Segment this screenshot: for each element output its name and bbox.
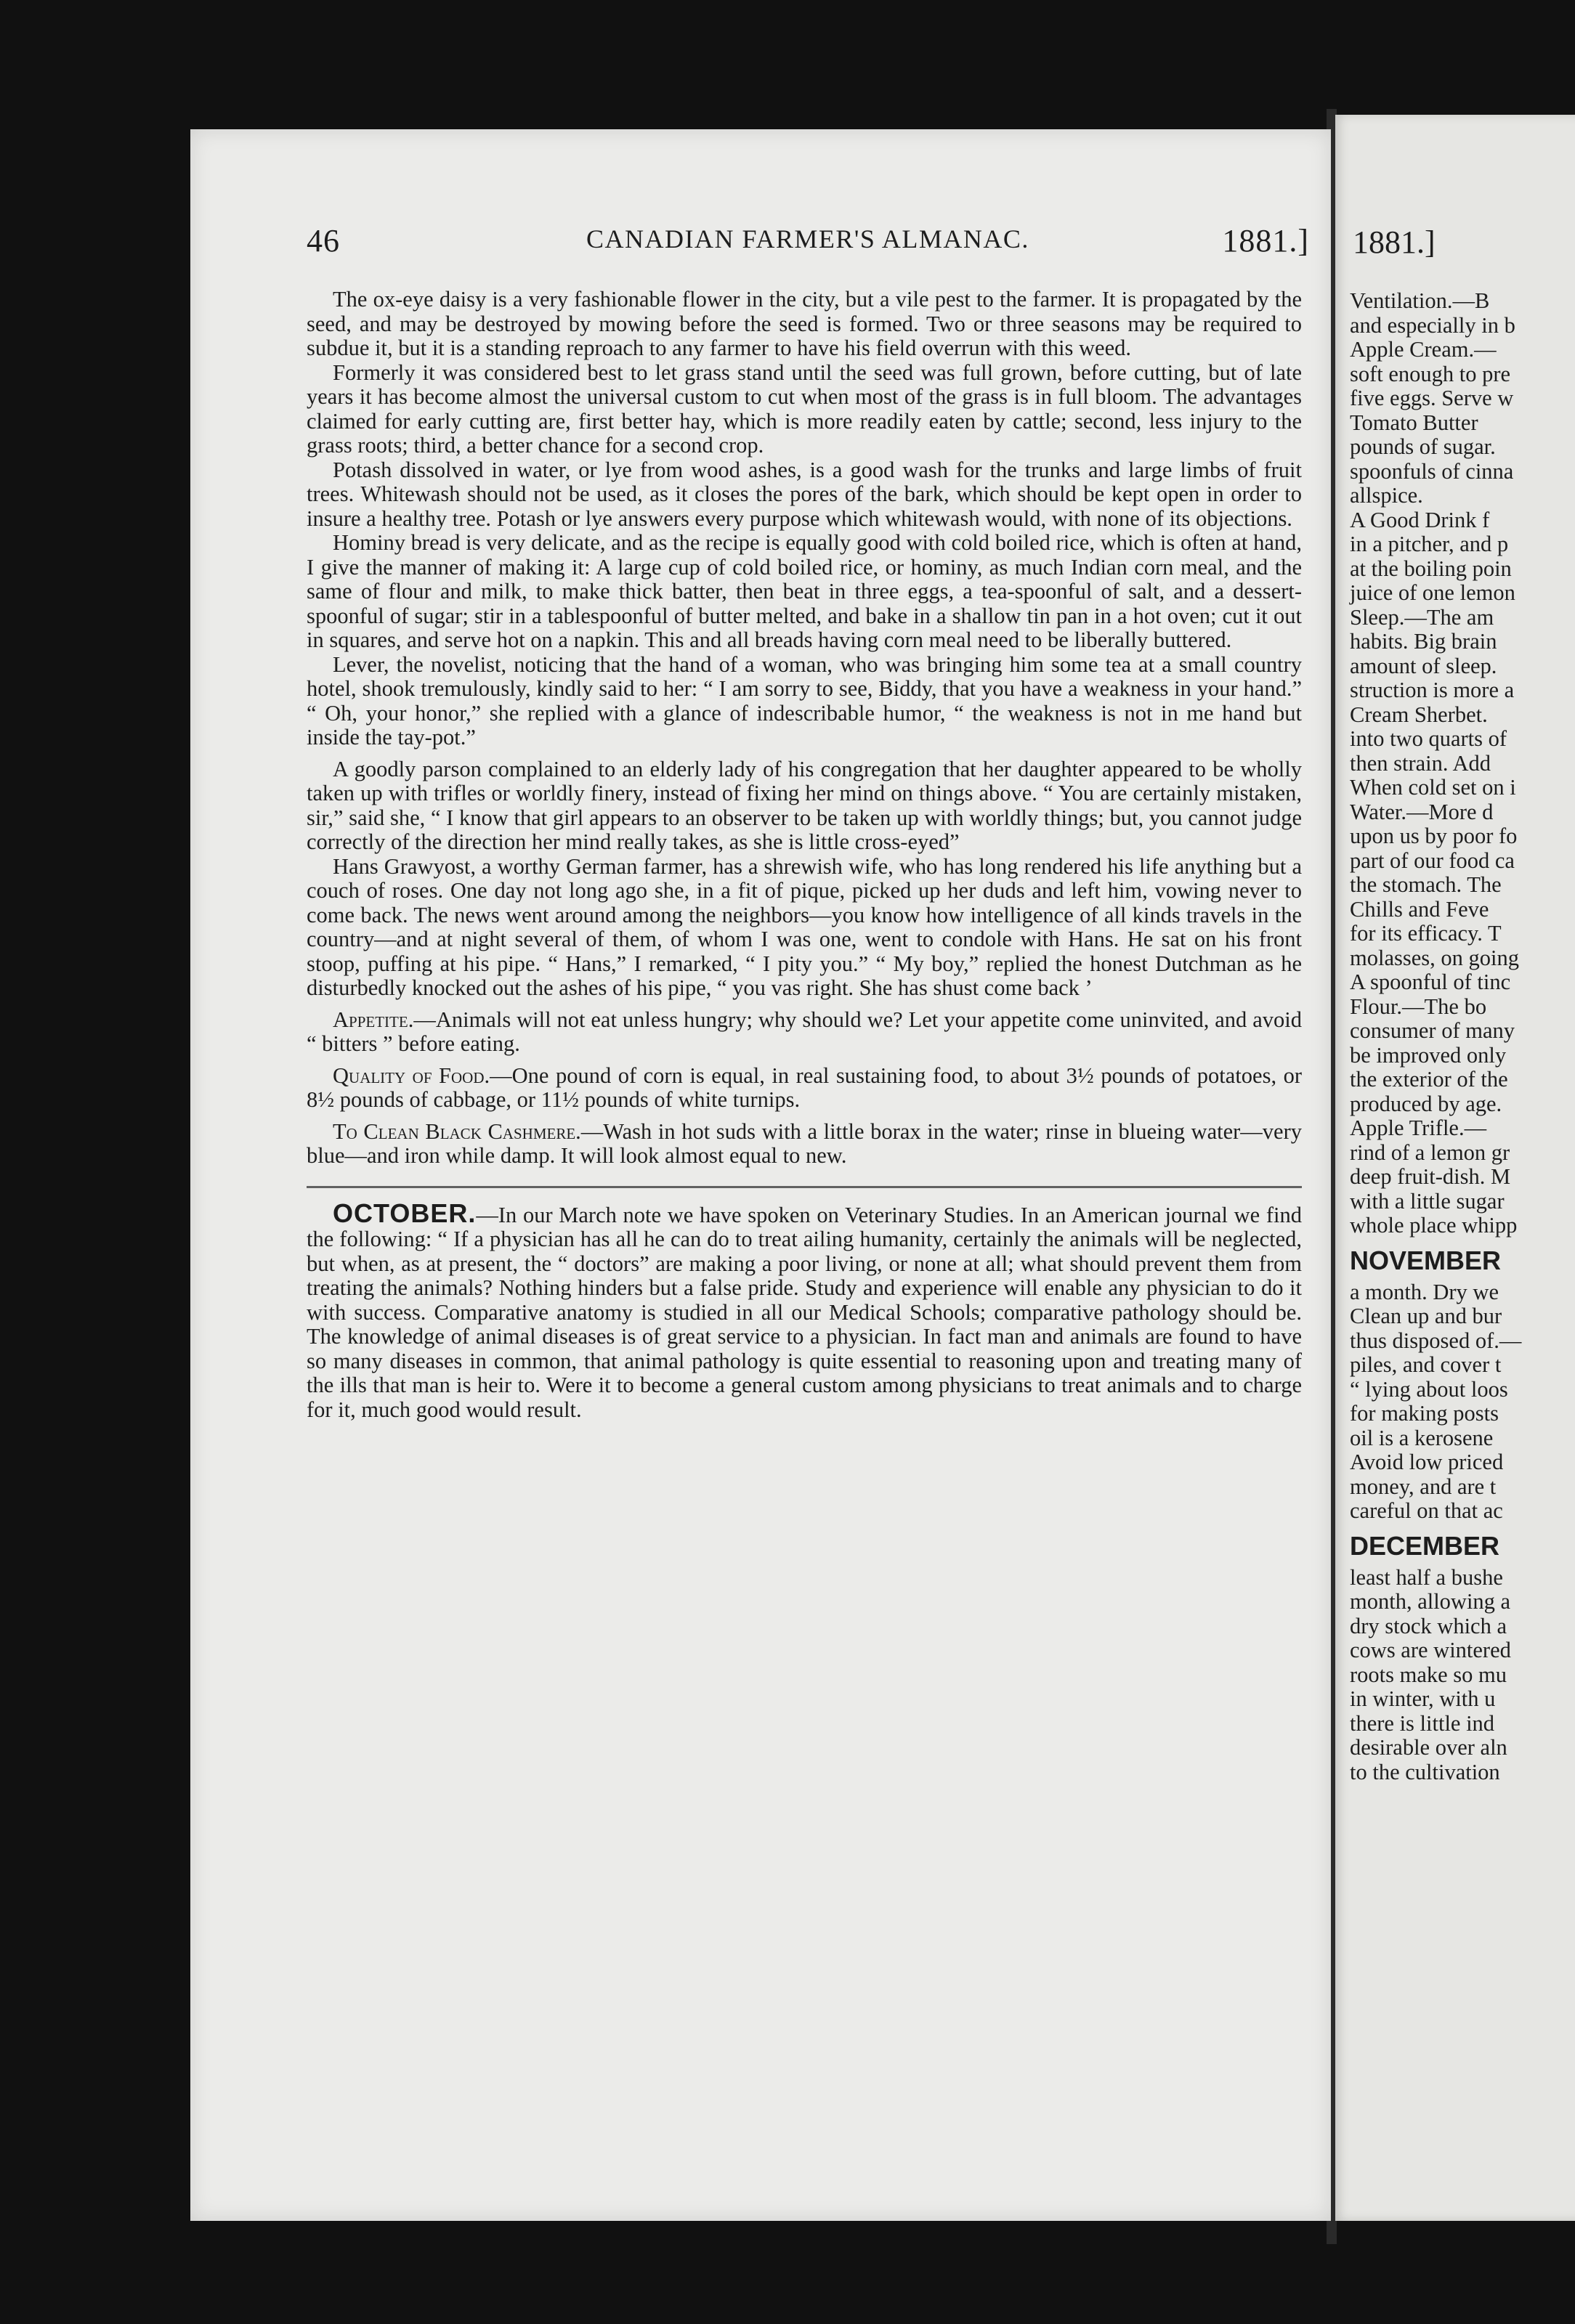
november-line: Avoid low priced xyxy=(1350,1450,1504,1474)
right-column-line: juice of one lemon xyxy=(1350,580,1515,605)
header-year: 1881.] xyxy=(1222,223,1309,259)
right-column-line: struction is more a xyxy=(1350,678,1515,702)
right-column-line: spoonfuls of cinna xyxy=(1350,458,1514,484)
november-line: for making posts xyxy=(1350,1401,1499,1426)
right-column-line: in a pitcher, and p xyxy=(1350,532,1509,556)
right-column-line: habits. Big brain xyxy=(1350,629,1497,654)
november-line: careful on that ac xyxy=(1350,1498,1503,1523)
paragraph-goodly-parson: A goodly parson complained to an elderly lady of his congregation that her daughter appeared to be wholly taken up with trifles or worldly finery, instead of fixing her mind on things above. “ You are certainly mistaken, sir,” said she, “ I know that girl appears to an observer to be taken up with worldly things; but, you cannot judge correctly of the direction her mind really takes, as she is little cross-eyed” xyxy=(307,756,1302,854)
right-page-text xyxy=(1350,289,1575,1784)
body-text xyxy=(307,288,1302,1422)
right-column-line: for its efficacy. T xyxy=(1350,921,1502,946)
right-column-line: upon us by poor fo xyxy=(1350,824,1518,848)
right-column-line: Apple Cream.— xyxy=(1350,337,1497,362)
paragraph-lever-novelist: Lever, the novelist, noticing that the hand of a woman, who was bringing him some tea at a small country hotel, shook tremulously, kindly said to her: “ I am sorry to see, Biddy, that you have a weakness in your hand.” “ Oh, your honor,” she replied with a glance of indescribable humor, “ the weakness is not in me hand but inside the tay-pot.” xyxy=(307,651,1302,749)
right-column-line: Cream Sherbet. xyxy=(1350,702,1488,727)
november-heading: NOVEMBER xyxy=(1350,1245,1502,1275)
right-column-line: allspice. xyxy=(1350,483,1423,508)
december-line: roots make so mu xyxy=(1350,1662,1507,1687)
right-column-line: deep fruit-dish. M xyxy=(1350,1164,1511,1189)
paragraph-appetite xyxy=(307,1008,1302,1057)
paragraph-grass-cutting: Formerly it was considered best to let grass stand until the seed was full grown, before cutting, but of late years it has become almost the universal custom to cut when most of the grass is in full bloom. The advantages claimed for early cutting are, first better hay, which is more readily eaten by cattle; second, less injury to the grass roots; third, a better chance for a second crop. xyxy=(307,359,1302,458)
october-text: —In our March note we have spoken on Veterinary Studies. In an American journal we find the following: “ If a physician has all he can do to treat ailing humanity, certainly the animals will be neglected, but when, as at present, the “ doctors” are making a poor living, or none at all; what should prevent them from treating the animals? Nothing hinders but a false pride. Study and experience will enable any physician to do it with success. Comparative anatomy is studied in all our Medical Schools; comparative pathology should be. The knowledge of animal diseases is of great service to a physician. In fact man and animals are found to have so many diseases in common, that animal pathology is quite essential to reasoning upon and treating many of the ills that man is heir to. Were it to become a general custom among physicians to treat animals and to charge for it, much good would result. xyxy=(307,1202,1302,1422)
right-column-line: Ventilation.—B xyxy=(1350,288,1490,313)
paragraph-clean-cashmere xyxy=(307,1120,1302,1169)
right-column-line: consumer of many xyxy=(1350,1018,1515,1043)
december-line: dry stock which a xyxy=(1350,1613,1507,1638)
cashmere-text: —Wash in hot suds with a little borax in the water; rinse in blueing water—very blue—and iron while damp. It will look almost equal to new. xyxy=(307,1118,1302,1168)
right-column-line: and especially in b xyxy=(1350,312,1515,338)
appetite-text: —Animals will not eat unless hungry; why should we? Let your appetite come uninvited, and avoid “ bitters ” before eating. xyxy=(307,1007,1302,1056)
right-column-line: A Good Drink f xyxy=(1350,507,1490,532)
right-column-line: Tomato Butter xyxy=(1350,410,1478,435)
paragraph-potash: Potash dissolved in water, or lye from wood ashes, is a good wash for the trunks and large limbs of fruit trees. Whitewash should not be used, as it closes the pores of the bark, which should be kept open in order to insure a healthy tree. Potash or lye answers every purpose which whitewash would, with none of its objections. xyxy=(307,457,1302,531)
quality-label: Quality of Food. xyxy=(333,1063,490,1088)
december-line: month, allowing a xyxy=(1350,1589,1511,1614)
right-page xyxy=(1335,115,1575,2221)
right-column-line: When cold set on i xyxy=(1350,775,1516,800)
right-column-line: whole place whipp xyxy=(1350,1213,1518,1238)
december-heading: DECEMBER xyxy=(1350,1530,1500,1561)
section-divider xyxy=(307,1186,1302,1188)
right-column-line: at the boiling poin xyxy=(1350,556,1512,581)
appetite-label: Appetite. xyxy=(333,1007,414,1032)
november-line: Clean up and bur xyxy=(1350,1304,1502,1328)
right-column-line: amount of sleep. xyxy=(1350,653,1497,678)
november-line: thus disposed of.— xyxy=(1350,1328,1522,1353)
right-column-line: Water.—More d xyxy=(1350,799,1494,824)
left-page xyxy=(190,129,1331,2221)
right-column-line: Sleep.—The am xyxy=(1350,604,1494,630)
right-column-line: molasses, on going xyxy=(1350,945,1519,970)
right-column-line: five eggs. Serve w xyxy=(1350,386,1514,410)
right-column-line: into two quarts of xyxy=(1350,726,1507,751)
october-heading: OCTOBER. xyxy=(333,1198,477,1228)
right-column-line: pounds of sugar. xyxy=(1350,434,1496,459)
november-line: a month. Dry we xyxy=(1350,1279,1499,1304)
december-line: desirable over aln xyxy=(1350,1735,1507,1760)
november-line: “ lying about loos xyxy=(1350,1376,1508,1402)
right-column-line: then strain. Add xyxy=(1350,750,1491,776)
december-line: to the cultivation xyxy=(1350,1759,1500,1784)
right-column-line: be improved only xyxy=(1350,1042,1507,1068)
right-column-line: the stomach. The xyxy=(1350,872,1502,897)
december-line: cows are wintered xyxy=(1350,1638,1511,1662)
page-number: 46 xyxy=(307,223,340,259)
paragraph-ox-eye-daisy: The ox-eye daisy is a very fashionable flower in the city, but a vile pest to the farmer. It is propagated by the seed, and may be destroyed by mowing before the seed is formed. Two or three seasons may be required to subdue it, but it is a standing reproach to any farmer to have his field overrun with this weed. xyxy=(307,287,1302,360)
right-column-line: Apple Trifle.— xyxy=(1350,1116,1487,1140)
right-column-line: A spoonful of tinc xyxy=(1350,970,1511,994)
paragraph-october xyxy=(307,1198,1302,1423)
paragraph-hominy-bread: Hominy bread is very delicate, and as the recipe is equally good with cold boiled rice, which is often at hand, I give the manner of making it: A large cup of cold boiled rice, or hominy, as much Indian corn meal, and the same of flour and milk, to make thick batter, then beat in three eggs, a tea-spoonful of salt, and a dessert-spoonful of sugar; stir in a tablespoonful of butter melted, and bake in a shallow tin pan in a hot oven; cut it out in squares, and serve hot on a napkin. This and all breads having corn meal need to be liberally buttered. xyxy=(307,530,1302,652)
right-column-line: Flour.—The bo xyxy=(1350,994,1487,1019)
right-column-line: rind of a lemon gr xyxy=(1350,1139,1510,1165)
page-header xyxy=(307,222,1309,266)
quality-text: —One pound of corn is equal, in real sustaining food, to about 3½ pounds of potatoes, or 8½ pounds of cabbage, or 11½ pounds of white turnips. xyxy=(307,1063,1302,1112)
right-column-line: with a little sugar xyxy=(1350,1188,1505,1214)
right-column-line: part of our food ca xyxy=(1350,848,1515,873)
paragraph-hans-grawyost: Hans Grawyost, a worthy German farmer, has a shrewish wife, who has long rendered his life anything but a couch of roses. One day not long ago she, in a fit of pique, picked up her duds and left him, vowing never to come back. The news went around among the neighbors—you know how intelligence of all kinds travels in the country—and at night several of them, of whom I was one, went to condole with Hans. He sat on his front stoop, puffing at his pipe. “ Hans,” I remarked, “ I pity you.” “ My boy,” replied the honest Dutchman as he disturbedly knocked out the ashes of his pipe, “ you vas right. She has shust come back ’ xyxy=(307,853,1302,1000)
november-line: piles, and cover t xyxy=(1350,1352,1502,1377)
december-line: in winter, with u xyxy=(1350,1686,1496,1711)
running-title: CANADIAN FARMER'S ALMANAC. xyxy=(586,224,1029,253)
right-column-line: the exterior of the xyxy=(1350,1067,1508,1092)
right-column-line: produced by age. xyxy=(1350,1091,1502,1116)
right-column-line: soft enough to pre xyxy=(1350,361,1511,386)
paragraph-quality-of-food xyxy=(307,1064,1302,1113)
right-column-line: Chills and Feve xyxy=(1350,896,1489,922)
november-line: oil is a kerosene xyxy=(1350,1425,1494,1450)
december-line: least half a bushe xyxy=(1350,1564,1503,1590)
november-line: money, and are t xyxy=(1350,1474,1497,1499)
cashmere-label: To Clean Black Cashmere. xyxy=(333,1118,581,1144)
december-line: there is little ind xyxy=(1350,1710,1495,1736)
right-header-year: 1881.] xyxy=(1353,224,1436,260)
